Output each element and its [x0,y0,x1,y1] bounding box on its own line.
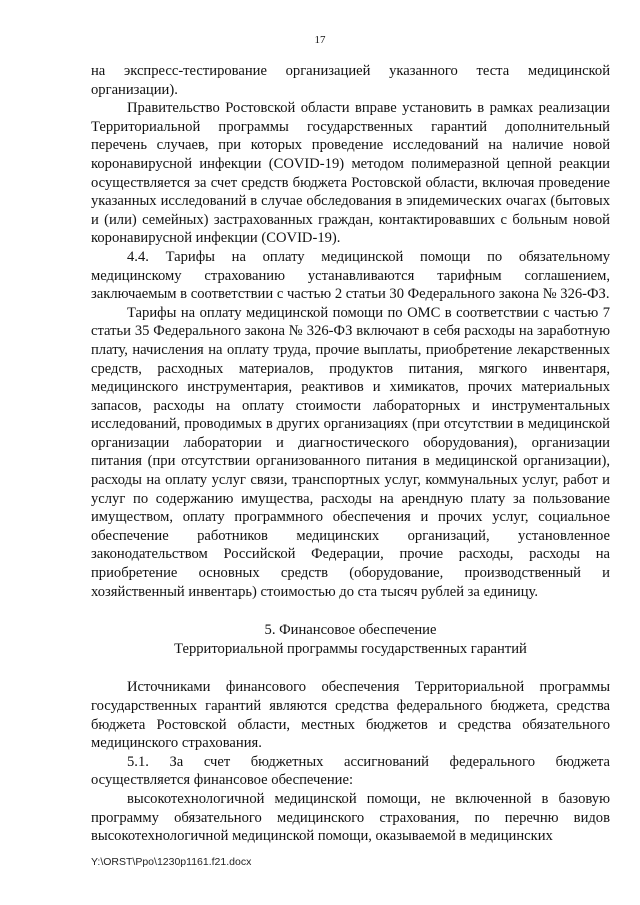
paragraph-5-1-federal: 5.1. За счет бюджетных ассигнований федерального бюджета осуществляется финансовое обеспечение: [91,753,610,789]
paragraph-funding-sources: Источниками финансового обеспечения Территориальной программы государственных гарантий являются средства федерального бюджета, средства бюджета Ростовской области, местных бюджетов и средства обязательного медицинского страхования. [91,679,610,752]
section-heading-line-2: Территориальной программы государственных гарантий [174,640,527,657]
paragraph-4-4-tariffs: 4.4. Тарифы на оплату медицинской помощи по обязательному медицинскому страхованию устанавливаются тарифным соглашением, заключаемым в соответствии с частью 2 статьи 30 Федерального закона № 326-ФЗ. [91,248,610,303]
footer-file-path: Y:\ORST\Ppo\1230p1161.f21.docx [91,856,252,868]
paragraph-continuation: на экспресс-тестирование организацией указанного теста медицинской организации). [91,63,610,98]
paragraph-tariffs-composition: Тарифы на оплату медицинской помощи по ОМС в соответствии с частью 7 статьи 35 Федерального закона № 326-ФЗ включают в себя расходы на заработную плату, начисления на оплату труда, прочие выплаты, приобретение лекарственных средств, расходных материалов, продуктов питания, мягкого инвентаря, медицинского инструментария, реактивов и химикатов, прочих материальных запасов, расходы на оплату стоимости лабораторных и инструментальных исследований, проводимых в других организациях (при отсутствии в медицинской организации лаборатории и диагностического оборудования), организации питания (при отсутствии организованного питания в медицинской организации), расходы на оплату услуг связи, транспортных услуг, коммунальных услуг, работ и услуг по содержанию имущества, расходы на арендную плату за пользование имуществом, оплату программного обеспечения и прочих услуг, социальное обеспечение работников медицинских организаций, установленное законодательством Российской Федерации, прочие расходы, расходы на приобретение основных средств (оборудование, производственный и хозяйственный инвентарь) стоимостью до ста тысяч рублей за единицу. [91,304,610,600]
paragraph-high-tech-care: высокотехнологичной медицинской помощи, не включенной в базовую программу обязательного медицинского страхования, по перечню видов высокотехнологичной медицинской помощи, оказываемой в медицинских [91,790,610,845]
section-gap [91,658,610,678]
document-body [91,62,610,846]
section-heading-line-1: 5. Финансовое обеспечение [264,622,437,639]
section-heading [91,621,610,658]
page-number: 17 [314,34,326,46]
paragraph-government-right: Правительство Ростовской области вправе установить в рамках реализации Территориальной программы государственных гарантий дополнительный перечень случаев, при которых проведение исследований на наличие новой коронавирусной инфекции (COVID-19) методом полимеразной цепной реакции осуществляется за счет средств бюджета Ростовской области, включая проведение указанных исследований в случае обследования в эпидемических очагах (бытовых и (или) семейных) застрахованных граждан, контактировавших с больным новой коронавирусной инфекции (COVID-19). [91,100,610,247]
